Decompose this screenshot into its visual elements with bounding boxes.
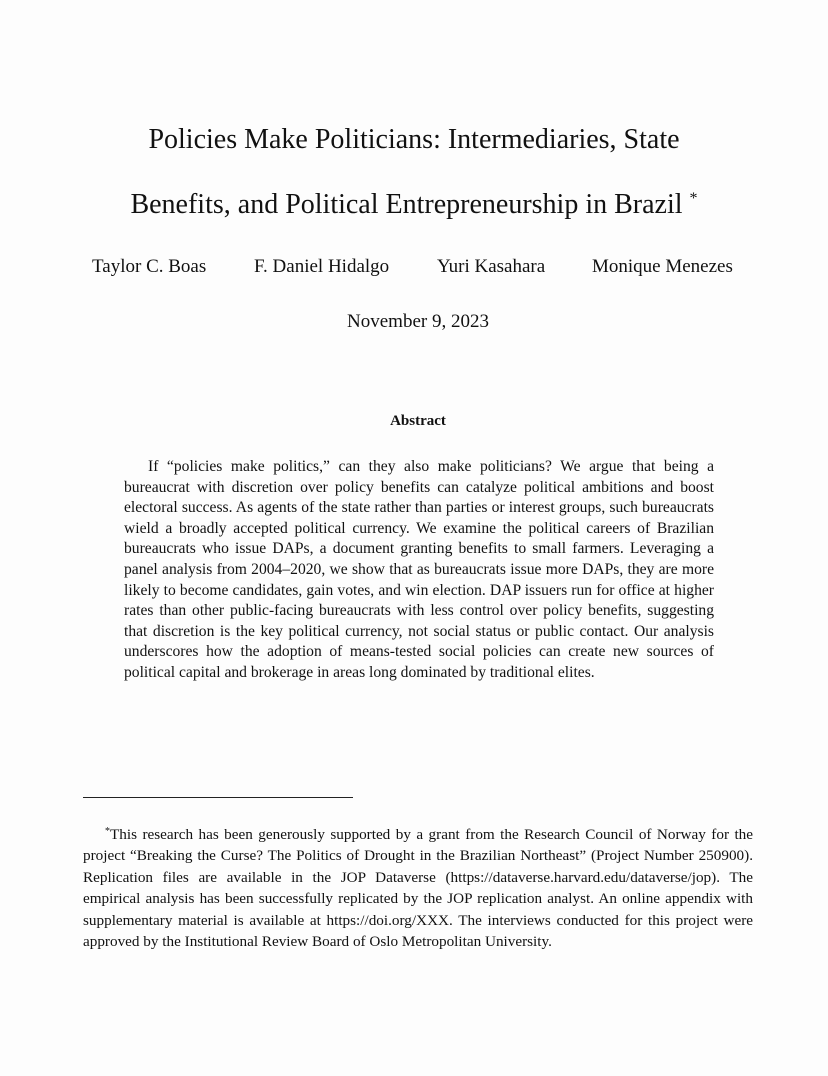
footnote-text: This research has been generously supported by a grant from the Research Council of Norway for the project “Breaking the Curse? The Politics of Drought in the Brazilian Northeast” (Project Number 250900). Replication files are available in the JOP Dataverse (https://dataverse.harvard.edu/dataverse/jop). The empirical analysis has been successfully replicated by the JOP replication analyst. An online appendix with supplementary material is available at https://doi.org/XXX. The interviews conducted for this project were approved by the Institutional Review Board of Oslo Metropolitan University. [83,826,753,951]
title-line-1: Policies Make Politicians: Intermediaries, State [148,124,680,155]
paper-title [60,110,768,234]
author-1: Taylor C. Boas [92,256,207,277]
abstract-text: If “policies make politics,” can they also make politicians? We argue that being a bureaucrat with discretion over policy benefits can catalyze political ambitions and boost electoral success. As agents of the state rather than parties or interest groups, such bureaucrats wield a broadly accepted political currency. We examine the political careers of Brazilian bureaucrats who issue DAPs, a document granting benefits to small farmers. Leveraging a panel analysis from 2004–2020, we show that as bureaucrats issue more DAPs, they are more likely to become candidates, gain votes, and win election. DAP issuers run for office at higher rates than other public-facing bureaucrats with less control over policy benefits, suggesting that discretion is the key political currency, not social status or public contact. Our analysis underscores how the adoption of means-tested social policies can create new sources of political capital and brokerage in areas long dominated by traditional elites. [124,458,714,681]
title-footnote-mark: * [689,190,698,207]
title-line-2: Benefits, and Political Entrepreneurship in Brazil [130,189,683,220]
footnote [83,821,753,952]
publication-date: November 9, 2023 [347,311,489,332]
author-2: F. Daniel Hidalgo [254,256,390,277]
abstract-heading: Abstract [390,413,446,429]
author-3: Yuri Kasahara [437,256,546,277]
author-4: Monique Menezes [592,256,733,277]
footnote-mark: * [105,826,110,837]
footnote-divider [83,797,353,798]
author-list [70,256,770,282]
